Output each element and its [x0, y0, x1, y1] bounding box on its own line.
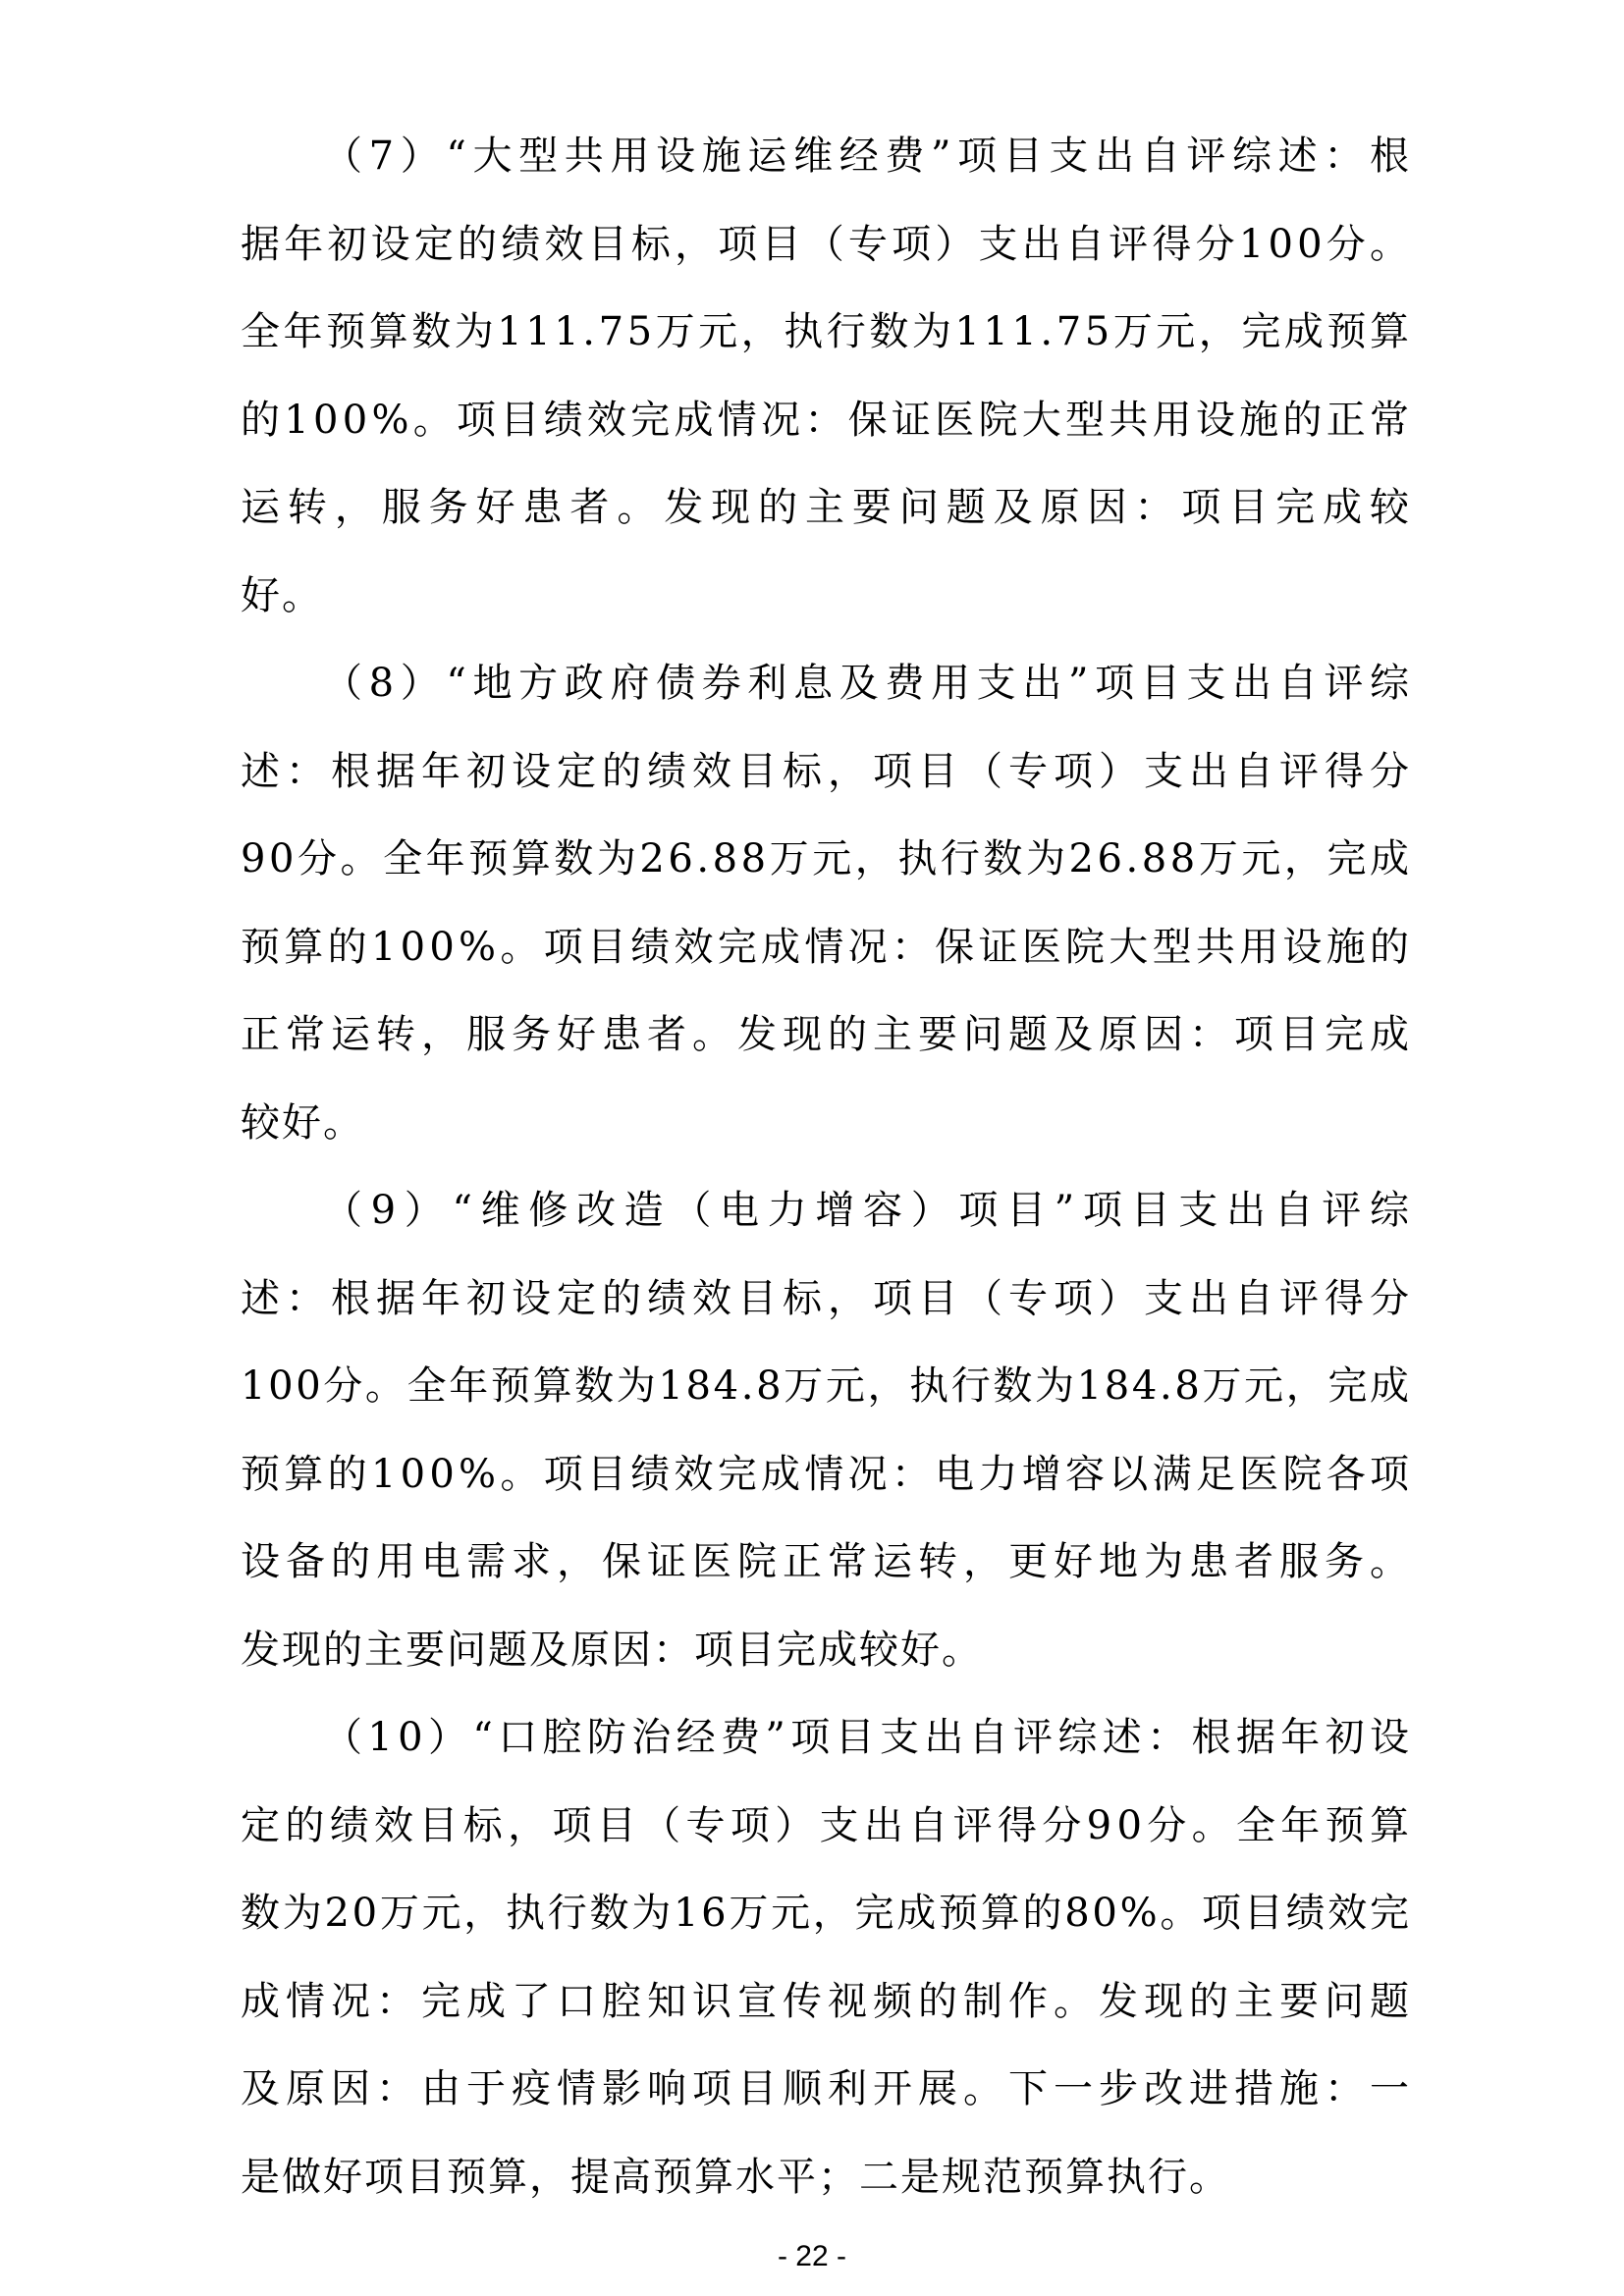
text-line	[241, 1167, 1418, 1255]
line-text: 设备的用电需求，保证医院正常运转，更好地为患者服务。	[241, 1539, 1415, 1584]
line-text: 数为20万元，执行数为16万元，完成预算的80%。项目绩效完	[241, 1891, 1412, 1936]
text-line	[241, 728, 1415, 817]
line-text: 正常运转，服务好患者。发现的主要问题及原因：项目完成	[241, 1012, 1415, 1057]
text-line	[241, 1431, 1414, 1520]
text-line	[241, 1343, 1412, 1431]
text-line	[241, 377, 1414, 465]
line-text: 较好。	[241, 1099, 364, 1146]
line-text: 90分。全年预算数为26.88万元，执行数为26.88万元，完成	[241, 836, 1413, 881]
line-text: 及原因：由于疫情影响项目顺利开展。下一步改进措施：一	[241, 2066, 1415, 2111]
line-text: 述：根据年初设定的绩效目标，项目（专项）支出自评得分	[241, 748, 1415, 794]
line-text: 运转，服务好患者。发现的主要问题及原因：项目完成较	[241, 485, 1417, 530]
text-line	[241, 1694, 1415, 1783]
text-line	[241, 1519, 1415, 1607]
line-text: 成情况：完成了口腔知识宣传视频的制作。发现的主要问题	[241, 1978, 1415, 2024]
paragraph-item-8	[241, 640, 1416, 1167]
line-text: 全年预算数为111.75万元，执行数为111.75万元，完成预算	[241, 309, 1413, 354]
paragraph-item-10	[241, 1694, 1415, 2221]
line-text: 好。	[241, 572, 323, 618]
text-line	[241, 553, 1409, 641]
text-line	[241, 1870, 1412, 1958]
line-text: （8）“地方政府债券利息及费用支出”项目支出自评综	[323, 661, 1416, 706]
text-line	[241, 289, 1413, 377]
paragraph-item-7	[241, 113, 1417, 640]
text-line	[241, 464, 1417, 553]
line-text: （9）“维修改造（电力增容）项目”项目支出自评综	[323, 1188, 1418, 1233]
text-line	[241, 904, 1414, 992]
text-line	[241, 2046, 1415, 2134]
text-line	[241, 816, 1413, 904]
text-line	[241, 1958, 1415, 2047]
line-text: 述：根据年初设定的绩效目标，项目（专项）支出自评得分	[241, 1275, 1415, 1321]
line-text: （10）“口腔防治经费”项目支出自评综述：根据年初设	[323, 1715, 1415, 1760]
text-line	[241, 113, 1416, 201]
text-line	[241, 201, 1414, 290]
text-line	[241, 640, 1416, 728]
text-line	[241, 1080, 1409, 1168]
paragraph-item-9	[241, 1167, 1418, 1694]
line-text: （7）“大型共用设施运维经费”项目支出自评综述：根	[323, 133, 1416, 179]
line-text: 据年初设定的绩效目标，项目（专项）支出自评得分100分。	[241, 221, 1414, 267]
page-number: - 22 -	[777, 2240, 847, 2272]
body-text	[241, 113, 1418, 2221]
line-text: 100分。全年预算数为184.8万元，执行数为184.8万元，完成	[241, 1363, 1412, 1409]
line-text: 定的绩效目标，项目（专项）支出自评得分90分。全年预算	[241, 1802, 1415, 1848]
text-line	[241, 991, 1415, 1080]
text-line	[241, 1607, 1409, 1695]
line-text: 的100%。项目绩效完成情况：保证医院大型共用设施的正常	[241, 397, 1414, 443]
line-text: 发现的主要问题及原因：项目完成较好。	[241, 1627, 983, 1673]
line-text: 预算的100%。项目绩效完成情况：保证医院大型共用设施的	[241, 924, 1414, 970]
line-text: 是做好项目预算，提高预算水平；二是规范预算执行。	[241, 2154, 1230, 2200]
text-line	[241, 1783, 1415, 1871]
text-line	[241, 1255, 1415, 1344]
line-text: 预算的100%。项目绩效完成情况：电力增容以满足医院各项	[241, 1451, 1414, 1497]
text-line	[241, 2134, 1409, 2222]
